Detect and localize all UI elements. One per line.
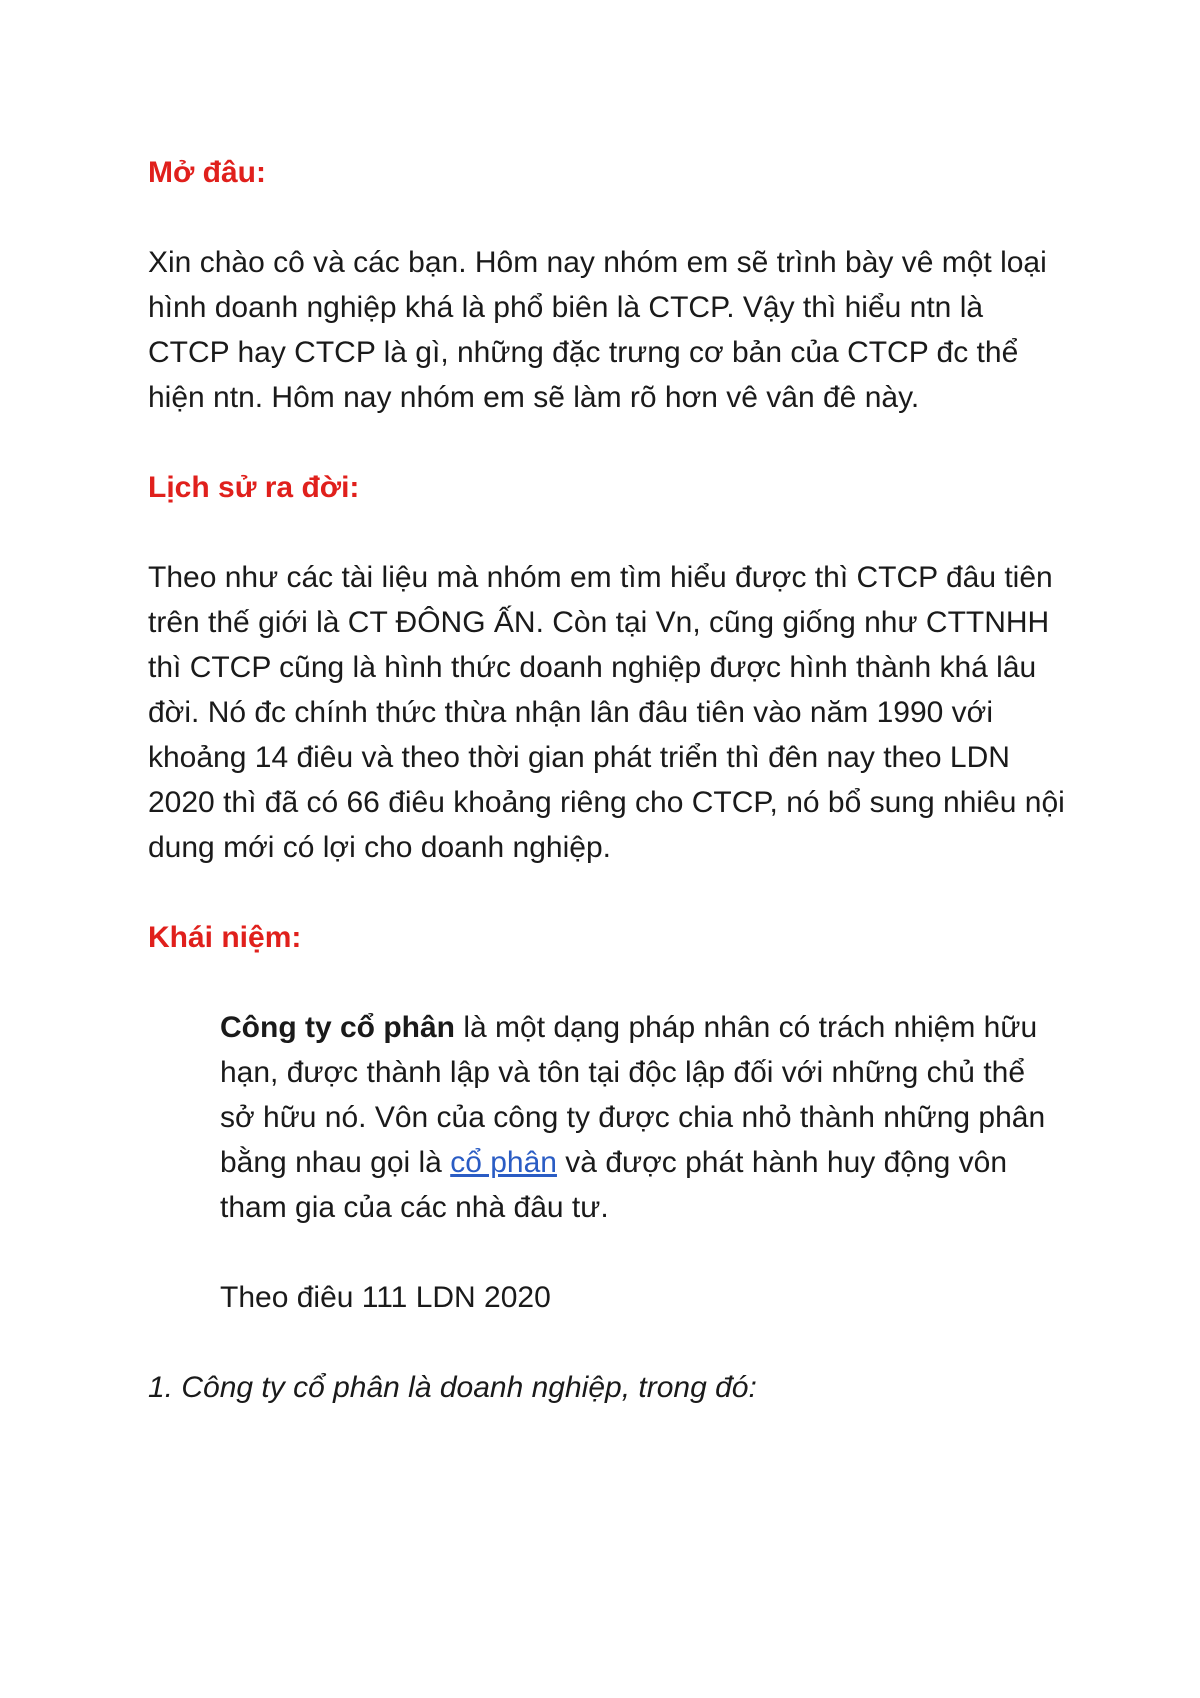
heading-concept: Khái niệm: [148,921,302,954]
clause-1: 1. Công ty cổ phân là doanh nghiệp, trong đó: [148,1371,757,1404]
heading-history: Lịch sử ra đời: [148,471,360,504]
document-body [148,150,1068,1455]
term-joint-stock-company: Công ty cổ phân [220,1011,455,1044]
paragraph-reference: Theo điêu 111 LDN 2020 [220,1281,551,1314]
paragraph-history: Theo như các tài liệu mà nhóm em tìm hiểu được thì CTCP đâu tiên trên thế giới là CT ĐÔNG ẤN. Còn tại Vn, cũng giống như CTTNHH thì CTCP cũng là hình thức doanh nghiệp được hình thành khá lâu đời. Nó đc chính thức thừa nhận lân đâu tiên vào năm 1990 với khoảng 14 điêu và theo thời gian phát triển thì đên nay theo LDN 2020 thì đã có 66 điêu khoảng riêng cho CTCP, nó bổ sung nhiêu nội dung mới có lợi cho doanh nghiệp. [148,561,1065,864]
definition-text-part1: là một dạng pháp nhân có trách nhiệm hữu hạn, được thành lập và tôn tại độc lập đối với những chủ thể sở hữu nó. Vôn của công ty được chia nhỏ thành những phân bằng nhau gọi là [220,1011,1046,1179]
heading-intro: Mở đâu: [148,156,266,189]
paragraph-definition [220,1005,1068,1230]
link-co-phan[interactable]: cổ phân [450,1146,557,1179]
paragraph-intro: Xin chào cô và các bạn. Hôm nay nhóm em sẽ trình bày vê một loại hình doanh nghiệp khá là phổ biên là CTCP. Vậy thì hiểu ntn là CTCP hay CTCP là gì, những đặc trưng cơ bản của CTCP đc thể hiện ntn. Hôm nay nhóm em sẽ làm rõ hơn vê vân đê này. [148,246,1047,414]
definition-text-part2: và được phát hành huy động vôn tham gia của các nhà đâu tư. [220,1146,1008,1224]
